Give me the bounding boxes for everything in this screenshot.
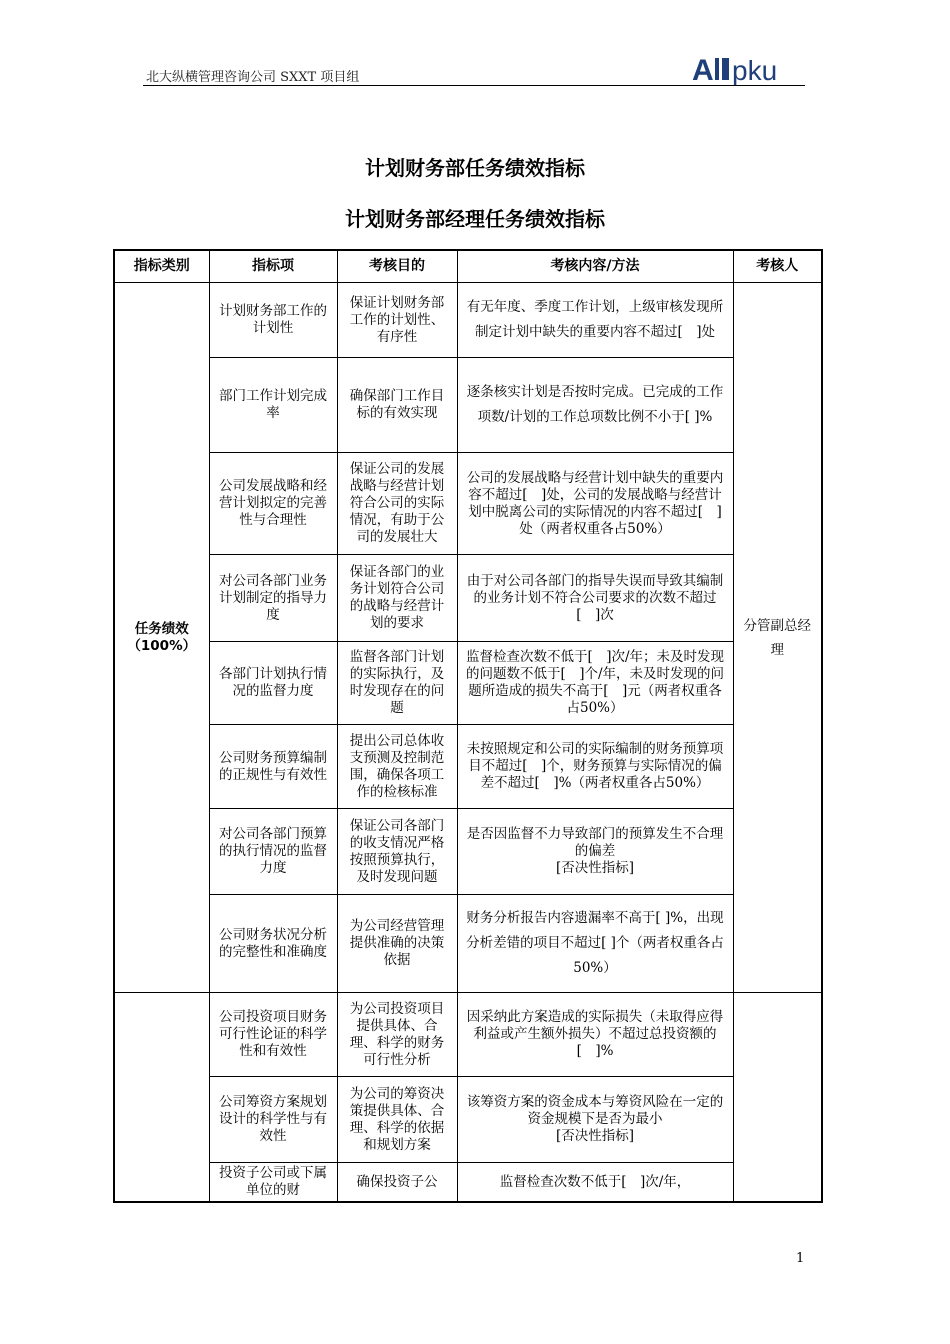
purpose-cell: 确保部门工作目标的有效实现 [337, 358, 457, 453]
page-number: 1 [796, 1251, 805, 1266]
item-cell: 公司财务状况分析的完整性和准确度 [209, 895, 337, 993]
veto-indicator-note: [否决性指标] [555, 860, 635, 876]
item-cell: 对公司各部门业务计划制定的指导力度 [209, 555, 337, 642]
method-cell: 监督检查次数不低于[ ]次/年；未及时发现的问题数不低于[ ]个/年，未及时发现的问题所造成的损失不高于[ ]元（两者权重各占50%） [457, 642, 733, 725]
item-cell: 公司财务预算编制的正规性与有效性 [209, 725, 337, 809]
purpose-cell: 提出公司总体收支预测及控制范围，确保各项工作的检核标准 [337, 725, 457, 809]
table-row [114, 1163, 822, 1203]
table-row [114, 555, 822, 642]
page-title: 计划财务部任务绩效指标 [365, 156, 585, 180]
table-row [114, 993, 822, 1077]
method-text: 是否因监督不力导致部门的预算发生不合理的偏差 [466, 826, 724, 859]
header-rule [143, 85, 805, 86]
header-org-text: 北大纵横管理咨询公司 SXXT 项目组 [146, 70, 360, 85]
category-cell-continued [114, 993, 209, 1203]
purpose-cell: 保证计划财务部工作的计划性、有序性 [337, 283, 457, 358]
allpku-logo [692, 52, 804, 88]
veto-indicator-note: [否决性指标] [555, 1128, 635, 1144]
purpose-cell: 保证公司的发展战略与经营计划符合公司的实际情况，有助于公司的发展壮大 [337, 453, 457, 555]
table-row [114, 809, 822, 895]
item-cell: 公司发展战略和经营计划拟定的完善性与合理性 [209, 453, 337, 555]
table-row [114, 283, 822, 358]
purpose-cell: 为公司投资项目提供具体、合理、科学的财务可行性分析 [337, 993, 457, 1077]
method-text: 该筹资方案的资金成本与筹资风险在一定的资金规模下是否为最小 [466, 1094, 724, 1127]
method-cell: 监督检查次数不低于[ ]次/年， [457, 1163, 733, 1203]
method-cell [457, 1077, 733, 1163]
item-cell: 部门工作计划完成率 [209, 358, 337, 453]
reviewer-cell: 分管副总经理 [733, 283, 822, 993]
table-row [114, 895, 822, 993]
item-cell: 公司筹资方案规划设计的科学性与有效性 [209, 1077, 337, 1163]
table-row [114, 358, 822, 453]
column-header-purpose: 考核目的 [337, 250, 457, 283]
purpose-cell: 为公司经营管理提供准确的决策依据 [337, 895, 457, 993]
reviewer-cell-continued [733, 993, 822, 1203]
item-cell: 对公司各部门预算的执行情况的监督力度 [209, 809, 337, 895]
svg-text:A: A [692, 54, 714, 87]
column-header-category: 指标类别 [114, 250, 209, 283]
method-cell: 未按照规定和公司的实际编制的财务预算项目不超过[ ]个，财务预算与实际情况的偏差不超过[ ]%（两者权重各占50%） [457, 725, 733, 809]
table-row [114, 642, 822, 725]
method-cell [457, 809, 733, 895]
item-cell: 计划财务部工作的计划性 [209, 283, 337, 358]
method-cell: 有无年度、季度工作计划，上级审核发现所制定计划中缺失的重要内容不超过[ ]处 [457, 283, 733, 358]
purpose-cell: 保证公司各部门的收支情况严格按照预算执行，及时发现问题 [337, 809, 457, 895]
column-header-reviewer: 考核人 [733, 250, 822, 283]
svg-text:pku: pku [732, 55, 778, 86]
purpose-cell: 监督各部门计划的实际执行，及时发现存在的问题 [337, 642, 457, 725]
category-cell [114, 283, 209, 993]
purpose-cell: 确保投资子公 [337, 1163, 457, 1203]
purpose-cell: 为公司的筹资决策提供具体、合理、科学的依据和规划方案 [337, 1077, 457, 1163]
kpi-table [113, 249, 823, 1203]
item-cell: 各部门计划执行情况的监督力度 [209, 642, 337, 725]
method-cell: 因采纳此方案造成的实际损失（未取得应得利益或产生额外损失）不超过总投资额的[ ]% [457, 993, 733, 1077]
item-cell: 公司投资项目财务可行性论证的科学性和有效性 [209, 993, 337, 1077]
page-subtitle: 计划财务部经理任务绩效指标 [345, 207, 605, 231]
item-cell: 投资子公司或下属单位的财 [209, 1163, 337, 1203]
method-cell: 公司的发展战略与经营计划中缺失的重要内容不超过[ ]处，公司的发展战略与经营计划中脱离公司的实际情况的内容不超过[ ]处（两者权重各占50%） [457, 453, 733, 555]
category-weight: （100%） [127, 637, 197, 654]
column-header-method: 考核内容/方法 [457, 250, 733, 283]
method-cell: 逐条核实计划是否按时完成。已完成的工作项数/计划的工作总项数比例不小于[ ]% [457, 358, 733, 453]
method-cell: 财务分析报告内容遗漏率不高于[ ]%，出现分析差错的项目不超过[ ]个（两者权重各占50%） [457, 895, 733, 993]
purpose-cell: 保证各部门的业务计划符合公司的战略与经营计划的要求 [337, 555, 457, 642]
table-row [114, 725, 822, 809]
table-header-row [114, 250, 822, 283]
table-row [114, 453, 822, 555]
category-name: 任务绩效 [134, 620, 189, 637]
column-header-item: 指标项 [209, 250, 337, 283]
method-cell: 由于对公司各部门的指导失误而导致其编制的业务计划不符合公司要求的次数不超过[ ]次 [457, 555, 733, 642]
table-row [114, 1077, 822, 1163]
